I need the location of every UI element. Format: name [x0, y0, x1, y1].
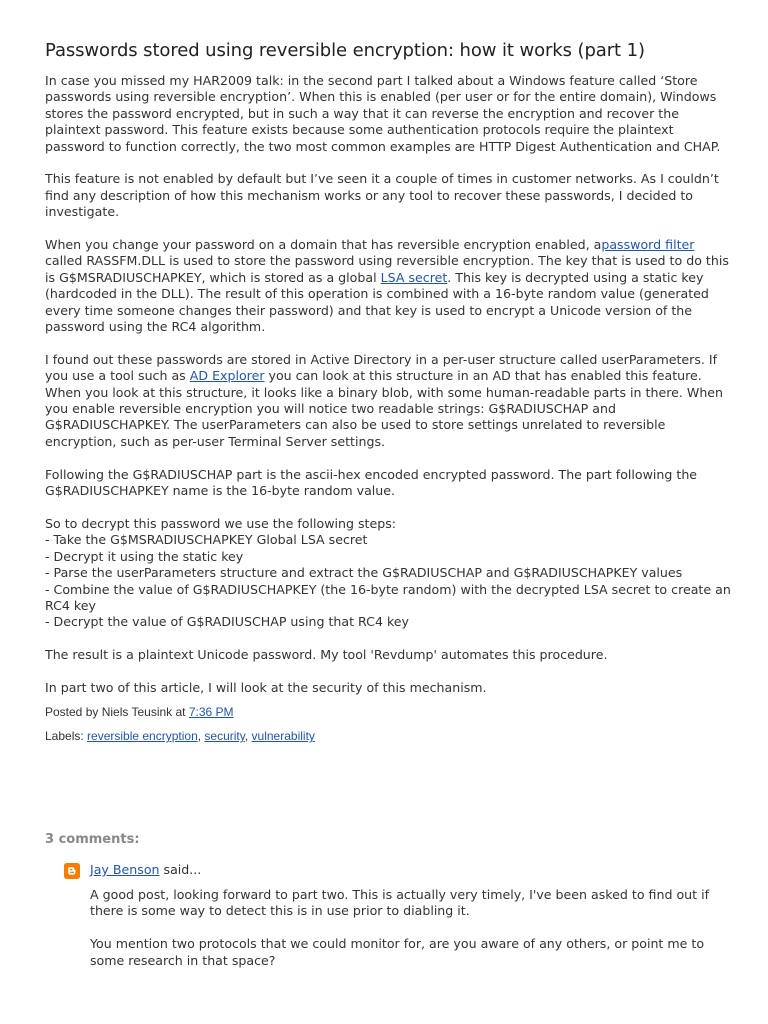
step-item: - Combine the value of G$RADIUSCHAPKEY (the 16-byte random) with the decrypted LSA secret to create an RC4 key [45, 581, 731, 613]
comment [64, 862, 728, 985]
step-item: - Decrypt the value of G$RADIUSCHAP using that RC4 key [45, 614, 410, 630]
post-time-link[interactable]: 7:36 PM [188, 705, 234, 720]
post-paragraph-5: Following the G$RADIUSCHAP part is the ascii-hex encoded encrypted password. The part following the G$RADIUSCHAPKEY name is the 16-byte random value. [45, 466, 698, 499]
lsa-secret-link[interactable]: LSA secret [380, 269, 448, 285]
post-title: Passwords stored using reversible encryption: how it works (part 1) [45, 40, 645, 61]
post-paragraph-3-text-a: When you change your password on a domain that has reversible encryption enabled, a [45, 237, 602, 253]
steps-intro: So to decrypt this password we use the following steps: [45, 515, 397, 531]
posted-by-text: Posted by Niels Teusink at [45, 705, 189, 720]
comment-author-line [64, 862, 728, 880]
blog-post [45, 40, 735, 752]
post-paragraph-4 [45, 352, 735, 450]
step-item: - Parse the userParameters structure and extract the G$RADIUSCHAP and G$RADIUSCHAPKEY values [45, 565, 683, 581]
comment-author-link[interactable]: Jay Benson [90, 862, 160, 877]
post-paragraph-3-text-c: . This key is decrypted using a static key (hardcoded in the DLL). The result of this operation is combined with a 16-byte random value (generated every time someone changes their password) and that key is used to encrypt a Unicode version of the password using the RC4 algorithm. [45, 269, 709, 335]
post-byline [45, 704, 735, 720]
post-paragraph-7: In part two of this article, I will look at the security of this mechanism. [45, 679, 487, 695]
comment-paragraph-1: A good post, looking forward to part two. This is actually very timely, I've been asked to find out if there is some way to detect this is in use prior to diabling it. [90, 887, 710, 919]
step-item: - Decrypt it using the static key [45, 548, 244, 564]
password-filter-link[interactable]: password filter [601, 237, 695, 253]
post-paragraph-1: In case you missed my HAR2009 talk: in the second part I talked about a Windows feature called ‘Store passwords using reversible encryption’. When this is enabled (per user or for the entire domain), Windows stores the password encrypted, but in such a way that it can reverse the encryption and recover the plaintext password. This feature exists because some authentication protocols require the plaintext password to function correctly, the two most common examples are HTTP Digest Authentication and CHAP. [45, 73, 721, 154]
label-separator: , [197, 729, 205, 744]
post-body [45, 73, 735, 696]
label-separator: , [244, 729, 252, 744]
comment-body [64, 887, 728, 969]
post-paragraph-6: The result is a plaintext Unicode password. My tool 'Revdump' automates this procedure. [45, 647, 608, 663]
labels-prefix: Labels: [45, 729, 88, 744]
post-paragraph-4-text-a: I found out these passwords are stored in Active Directory in a per-user structure called userParameters. If you use a tool such as [45, 351, 718, 384]
blogger-icon [64, 863, 80, 879]
step-item: - Take the G$MSRADIUSCHAPKEY Global LSA secret [45, 532, 368, 548]
label-link-reversible-encryption[interactable]: reversible encryption [87, 729, 198, 744]
post-labels [45, 728, 735, 744]
label-link-security[interactable]: security [204, 729, 245, 744]
post-paragraph-3-text-b: called RASSFM.DLL is used to store the password using reversible encryption. The key that is used to do this is G$MSRADIUSCHAPKEY, which is stored as a global [45, 253, 729, 285]
post-paragraph-3 [45, 237, 735, 335]
comment-paragraph-2: You mention two protocols that we could monitor for, are you aware of any others, or point me to some research in that space? [90, 936, 705, 968]
post-paragraph-4-text-b: you can look at this structure in an AD that has enabled this feature. When you look at this structure, it looks like a binary blob, with some human-readable parts in there. When you enable reversible encryption you will notice two readable strings: G$RADIUSCHAP and G$RADIUSCHAPKEY. The userParameters can also be used to store settings unrelated to reversible encryption, such as per-user Terminal Server settings. [45, 368, 724, 449]
ad-explorer-link[interactable]: AD Explorer [189, 368, 265, 384]
comments-heading: 3 comments: [45, 832, 140, 847]
label-link-vulnerability[interactable]: vulnerability [251, 729, 315, 744]
comment-said-text: said... [159, 862, 202, 877]
decrypt-steps [45, 516, 735, 631]
post-paragraph-2: This feature is not enabled by default but I’ve seen it a couple of times in customer networks. As I couldn’t find any description of how this mechanism works or any tool to recover these passwords, I decided to investigate. [45, 171, 719, 220]
